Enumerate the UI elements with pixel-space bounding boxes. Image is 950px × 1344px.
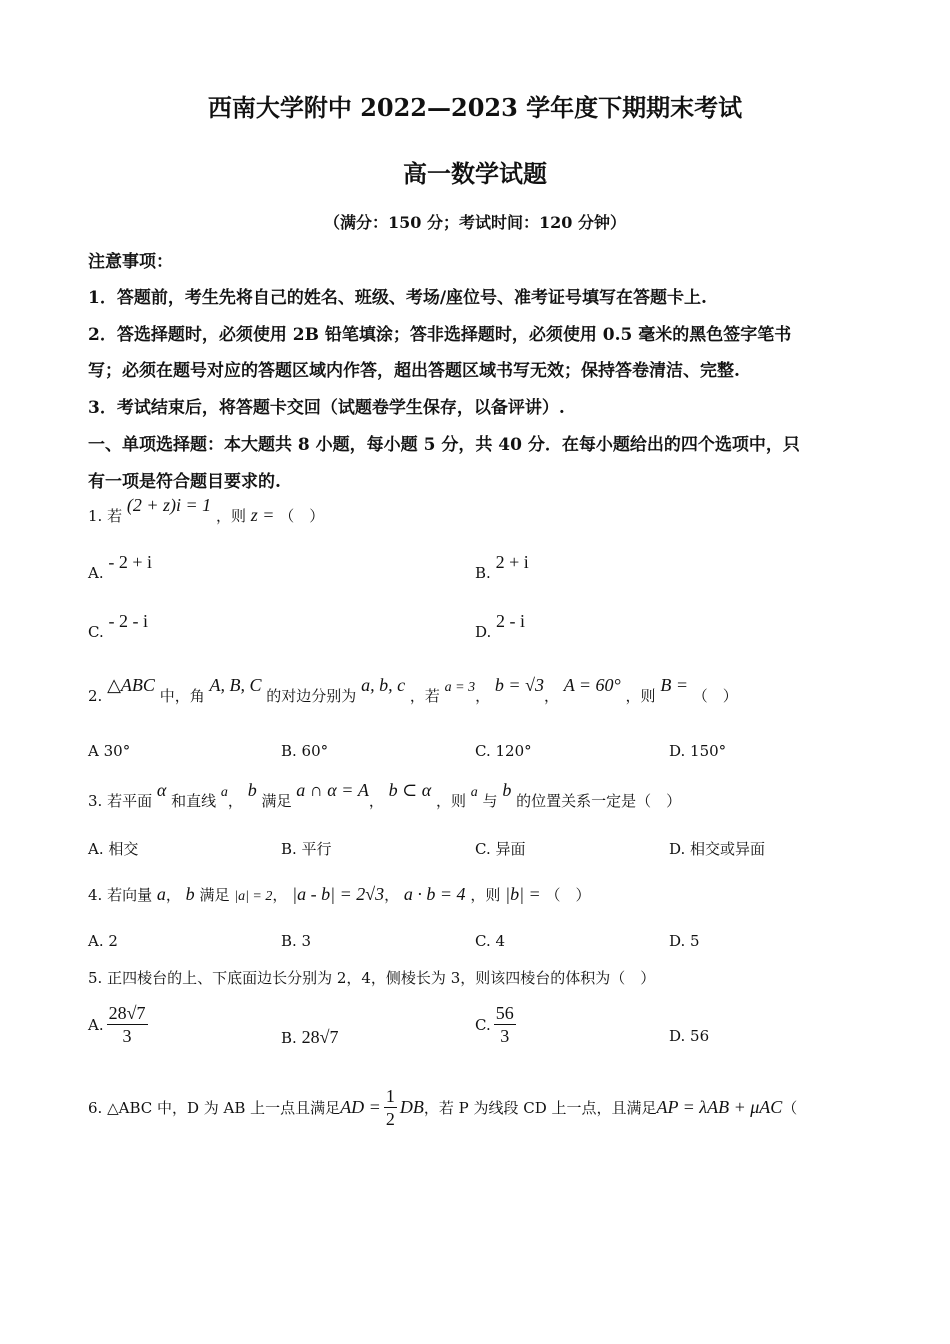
- q2-triangle: △ABC: [107, 675, 155, 695]
- exam-title: 西南大学附中 2022—2023 学年度下期期末考试: [207, 93, 743, 122]
- q1-option-b-value: 2 + i: [495, 552, 529, 572]
- q5-option-d: D. 56: [669, 1027, 710, 1045]
- q1-paren: （ ）: [279, 507, 325, 525]
- q4-number: 4. 若向量: [88, 886, 153, 904]
- q1-option-c-value: - 2 - i: [108, 611, 148, 631]
- notes-heading: 注意事项：: [88, 252, 173, 272]
- q1-option-d: D. 2 - i: [475, 611, 526, 641]
- q3-option-d: D. 相交或异面: [669, 840, 766, 858]
- q6-fraction: $\frac{1}{2}$: [385, 1086, 395, 1129]
- section-heading-line1: 一、单项选择题：本大题共 8 小题，每小题 5 分，共 40 分．在每小题给出的四个选项中，只: [88, 435, 800, 455]
- q3-line-a: a: [220, 785, 228, 800]
- q2-number: 2.: [88, 687, 103, 705]
- q4-option-d: D. 5: [669, 932, 700, 950]
- question-3: 3. 若平面 α 和直线 a， b 满足 a ∩ α = A， b ⊂ α ，则 a 与 b 的位置关系一定是（ ）: [88, 780, 682, 810]
- question-4: 4. 若向量 a， b 满足 |a| = 2， |a - b| = 2√3， a · b = 4 ，则 |b| = （ ）: [88, 884, 591, 904]
- q3-number: 3. 若平面: [88, 792, 153, 810]
- q1-option-c: C. - 2 - i: [88, 611, 148, 641]
- section-heading-line2: 有一项是符合题目要求的.: [88, 472, 281, 492]
- q5-option-c-fraction: $\frac{56}{3}$: [495, 1003, 514, 1046]
- note-item-3: 3．考试结束后，将答题卡交回（试题卷学生保存，以备评讲）.: [88, 398, 565, 418]
- q4-vector-b: b: [185, 884, 195, 904]
- q2-sides: a, b, c: [361, 675, 406, 695]
- q4-vector-a: a: [156, 884, 166, 904]
- q3-option-b: B. 平行: [281, 840, 332, 858]
- q1-text: ，则: [215, 507, 246, 525]
- q3-line-b: b: [247, 780, 257, 800]
- q3-alpha: α: [156, 780, 167, 800]
- q2-angle-a: A = 60°: [563, 675, 621, 695]
- question-2: 2. △ABC 中，角 A, B, C 的对边分别为 a, b, c ，若 a = 3， b = √3， A = 60° ，则 B = （ ）: [88, 675, 738, 705]
- q1-option-a: A. - 2 + i: [88, 552, 153, 582]
- q4-condition-2: |a - b| = 2√3: [292, 884, 385, 904]
- q2-option-a: A 30°: [88, 742, 131, 760]
- q1-option-a-value: - 2 + i: [108, 552, 153, 572]
- q6-rhs: DB: [399, 1097, 424, 1117]
- q5-option-a-fraction: $\frac{28√7}{3}$: [108, 1003, 146, 1046]
- q1-number: 1. 若: [88, 507, 123, 525]
- q2-option-c: C. 120°: [475, 742, 532, 760]
- q3-condition-1: a ∩ α = A: [296, 780, 369, 800]
- q2-b-value: b = √3: [494, 675, 544, 695]
- exam-meta: （满分：150 分；考试时间：120 分钟）: [324, 213, 626, 232]
- q5-option-c: C. $\frac{56}{3}$: [475, 1003, 514, 1046]
- q1-option-d-value: 2 - i: [496, 611, 526, 631]
- q2-angles: A, B, C: [209, 675, 262, 695]
- note-item-2a: 2．答选择题时，必须使用 2B 铅笔填涂；答非选择题时，必须使用 0.5 毫米的黑色签字笔书: [88, 325, 792, 345]
- q4-condition-1: |a| = 2: [234, 889, 273, 904]
- q2-option-b: B. 60°: [281, 742, 329, 760]
- q4-condition-3: a · b = 4: [403, 884, 466, 904]
- question-5: 5. 正四棱台的上、下底面边长分别为 2，4，侧棱长为 3，则该四棱台的体积为（ ）: [88, 969, 656, 987]
- q1-option-b: B. 2 + i: [475, 552, 529, 582]
- note-item-2b: 写；必须在题号对应的答题区域内作答，超出答题区域书写无效；保持答卷清洁、完整.: [88, 361, 740, 381]
- note-item-1: 1．答题前，考生先将自己的姓名、班级、考场/座位号、准考证号填写在答题卡上.: [88, 288, 707, 308]
- q6-lhs: AD =: [340, 1097, 381, 1117]
- q6-number: 6. △ABC 中，D 为 AB 上一点且满足: [88, 1099, 341, 1117]
- q5-option-b: B. 28√7: [281, 1027, 339, 1047]
- q3-option-a: A. 相交: [88, 840, 139, 858]
- exam-subject-title: 高一数学试题: [403, 159, 547, 188]
- q2-a-value: a = 3: [444, 680, 476, 695]
- q3-option-c: C. 异面: [475, 840, 526, 858]
- q5-option-a: A. $\frac{28√7}{3}$: [88, 1003, 146, 1046]
- q5-option-b-value: 28√7: [301, 1027, 339, 1047]
- question-1: [88, 495, 878, 526]
- q2-option-d: D. 150°: [669, 742, 727, 760]
- q4-ask: |b| =: [505, 884, 541, 904]
- q4-option-c: C. 4: [475, 932, 506, 950]
- q3-condition-2: b ⊂ α: [388, 780, 432, 800]
- q2-ask: B =: [660, 675, 688, 695]
- q4-option-a: A. 2: [88, 932, 118, 950]
- q1-variable: z =: [250, 505, 275, 525]
- q1-expression: (2 + z)i = 1: [126, 495, 212, 515]
- question-6: 6. △ABC 中，D 为 AB 上一点且满足 AD = $\frac{1}{2}$ DB ，若 P 为线段 CD 上一点，且满足 AP = λAB + μAC （: [88, 1086, 798, 1129]
- q6-expression: AP = λAB + μAC: [656, 1097, 783, 1117]
- q4-option-b: B. 3: [281, 932, 312, 950]
